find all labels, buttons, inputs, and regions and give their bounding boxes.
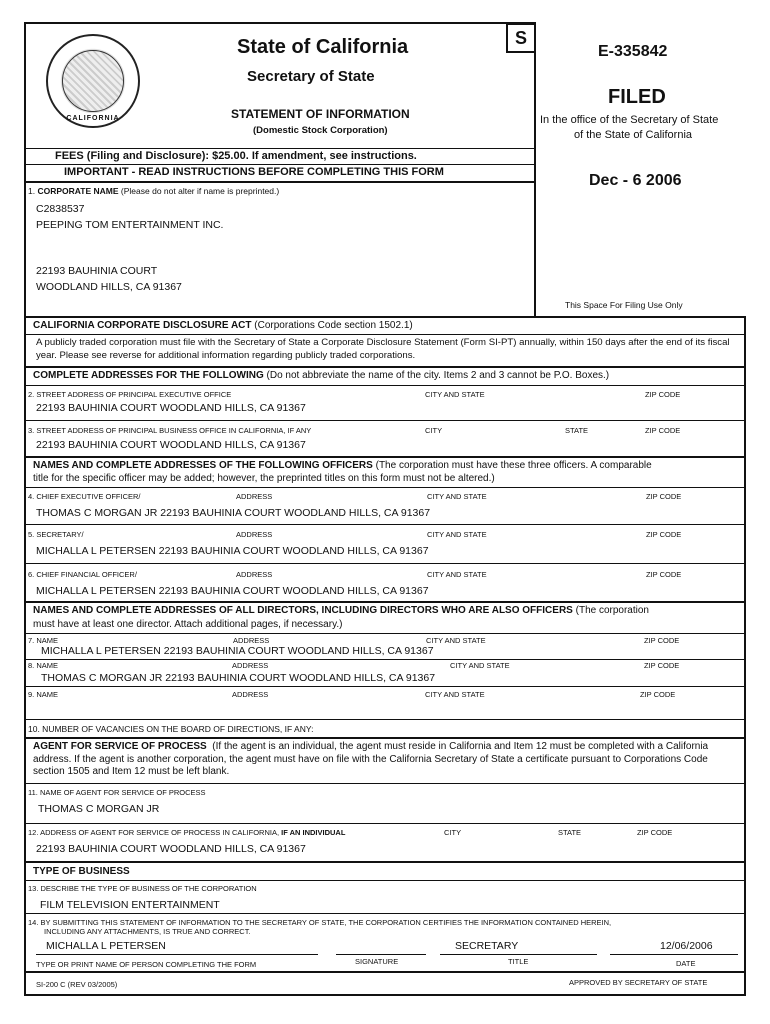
addresses-note: (Do not abbreviate the name of the city. Items 2 and 3 cannot be P.O. Boxes.) (266, 370, 610, 381)
form-subtitle: (Domestic Stock Corporation) (253, 125, 388, 136)
item5-address-label: ADDRESS (236, 530, 273, 539)
item3-label: 3. STREET ADDRESS OF PRINCIPAL BUSINESS OFFICE IN CALIFORNIA, IF ANY (28, 426, 312, 435)
important-line: IMPORTANT - READ INSTRUCTIONS BEFORE COMPLETING THIS FORM (64, 166, 444, 178)
item4-address-label: ADDRESS (236, 492, 273, 501)
item2-value: 22193 BAUHINIA COURT WOODLAND HILLS, CA 91367 (36, 402, 306, 414)
item6-city-label: CITY AND STATE (427, 570, 487, 579)
item1-number: 1. (28, 186, 36, 196)
filing-date: Dec - 6 2006 (589, 172, 682, 189)
item8-value: THOMAS C MORGAN JR 22193 BAUHINIA COURT WOODLAND HILLS, CA 91367 (41, 672, 436, 684)
page-title: State of California (237, 36, 409, 58)
agent-heading: AGENT FOR SERVICE OF PROCESS (33, 741, 207, 752)
cert-title-label: TITLE (508, 957, 529, 966)
item12-label-text: 12. ADDRESS OF AGENT FOR SERVICE OF PROCESS IN CALIFORNIA, (28, 828, 280, 837)
item12-zip-label: ZIP CODE (637, 828, 673, 837)
disclosure-text: A publicly traded corporation must file with the Secretary of State a Corporate Disclosure Statement (Form SI-PT) annually, within 150 days after the end of its fiscal year. Please see reverse for additional information regarding publicly traded corporations. (36, 337, 730, 361)
disclosure-heading (33, 320, 413, 331)
cert-date-label: DATE (676, 959, 696, 968)
item9-city-label: CITY AND STATE (425, 690, 485, 699)
item7-label: 7. NAME (28, 636, 59, 645)
filing-office-line1: In the office of the Secretary of State (540, 114, 719, 126)
filing-office-line2: of the State of California (574, 129, 693, 141)
cert-date-value: 12/06/2006 (660, 940, 713, 952)
item7-city-label: CITY AND STATE (426, 636, 486, 645)
agent-paragraph (33, 741, 741, 779)
item1-note: (Please do not alter if name is preprinted.) (120, 186, 280, 196)
item2-label: 2. STREET ADDRESS OF PRINCIPAL EXECUTIVE OFFICE (28, 390, 232, 399)
filing-space-note: This Space For Filing Use Only (565, 300, 683, 310)
form-type-box: S (506, 23, 536, 53)
directors-note: (The corporation (575, 605, 649, 616)
approved-by: APPROVED BY SECRETARY OF STATE (569, 978, 708, 987)
addresses-title: COMPLETE ADDRESSES FOR THE FOLLOWING (33, 370, 264, 381)
page-subtitle: Secretary of State (247, 68, 375, 85)
item6-label: 6. CHIEF FINANCIAL OFFICER/ (28, 570, 137, 579)
item12-state-label: STATE (558, 828, 582, 837)
cert-name-value: MICHALLA L PETERSEN (46, 940, 166, 952)
item9-address-label: ADDRESS (232, 690, 269, 699)
directors-note-line2: must have at least one director. Attach additional pages, if necessary.) (33, 619, 343, 630)
agent-text: (If the agent is an individual, the agent must reside in California and Item 12 must be completed with a California address. If the agent is another corporation, the agent must have on file with the California Secretary of State a certificate pursuant to Corporations Code section 1505 and Item 12 must be left blank. (33, 741, 709, 777)
item5-value: MICHALLA L PETERSEN 22193 BAUHINIA COURT WOODLAND HILLS, CA 91367 (36, 545, 429, 557)
item11-label: 11. NAME OF AGENT FOR SERVICE OF PROCESS (28, 788, 206, 797)
item8-city-label: CITY AND STATE (450, 661, 510, 670)
item4-label: 4. CHIEF EXECUTIVE OFFICER/ (28, 492, 141, 501)
item12-label (28, 828, 345, 837)
form-id: SI-200 C (REV 03/2005) (36, 980, 118, 989)
item1-label (28, 186, 279, 196)
item3-city-label: CITY (425, 426, 443, 435)
item8-label: 8. NAME (28, 661, 59, 670)
directors-heading (33, 605, 649, 616)
item3-state-label: STATE (565, 426, 589, 435)
item12-label-bold: IF AN INDIVIDUAL (281, 828, 346, 837)
item6-address-label: ADDRESS (236, 570, 273, 579)
item1-title: CORPORATE NAME (37, 186, 119, 196)
seal-text: CALIFORNIA (66, 115, 120, 122)
item4-zip-label: ZIP CODE (646, 492, 682, 501)
item10-label: 10. NUMBER OF VACANCIES ON THE BOARD OF DIRECTIONS, IF ANY: (28, 724, 314, 734)
fees-line: FEES (Filing and Disclosure): $25.00. If amendment, see instructions. (55, 150, 417, 162)
item13-label: 13. DESCRIBE THE TYPE OF BUSINESS OF THE CORPORATION (28, 884, 257, 893)
seal-emblem-icon (62, 50, 124, 112)
item11-value: THOMAS C MORGAN JR (38, 803, 160, 815)
item14-label: 14. BY SUBMITTING THIS STATEMENT OF INFORMATION TO THE SECRETARY OF STATE, THE CORPORATION CERTIFIES THE INFORMATION CONTAINED HEREIN, (28, 918, 612, 927)
item3-zip-label: ZIP CODE (645, 426, 681, 435)
item5-zip-label: ZIP CODE (646, 530, 682, 539)
item6-value: MICHALLA L PETERSEN 22193 BAUHINIA COURT WOODLAND HILLS, CA 91367 (36, 585, 429, 597)
corporate-name: PEEPING TOM ENTERTAINMENT INC. (36, 219, 224, 231)
item7-value: MICHALLA L PETERSEN 22193 BAUHINIA COURT WOODLAND HILLS, CA 91367 (41, 645, 434, 657)
item13-value: FILM TELEVISION ENTERTAINMENT (40, 899, 220, 911)
directors-title: NAMES AND COMPLETE ADDRESSES OF ALL DIRECTORS, INCLUDING DIRECTORS WHO ARE ALSO OFFICERS (33, 605, 573, 616)
item2-city-label: CITY AND STATE (425, 390, 485, 399)
cert-signature-label: SIGNATURE (355, 957, 399, 966)
corporate-address-line1: 22193 BAUHINIA COURT (36, 265, 158, 277)
item14-label-line2: INCLUDING ANY ATTACHMENTS, IS TRUE AND CORRECT. (44, 927, 251, 936)
business-heading: TYPE OF BUSINESS (33, 866, 130, 877)
filing-number: E-335842 (598, 43, 668, 60)
addresses-heading (33, 370, 609, 381)
cert-title-value: SECRETARY (455, 940, 519, 952)
officers-title: NAMES AND COMPLETE ADDRESSES OF THE FOLLOWING OFFICERS (33, 460, 373, 471)
item5-label: 5. SECRETARY/ (28, 530, 84, 539)
officers-heading (33, 460, 652, 471)
item7-address-label: ADDRESS (233, 636, 270, 645)
form-title: STATEMENT OF INFORMATION (231, 107, 410, 121)
officers-note: (The corporation must have these three officers. A comparable (375, 460, 652, 471)
corporate-number: C2838537 (36, 203, 85, 215)
item9-zip-label: ZIP CODE (640, 690, 676, 699)
cert-name-label: TYPE OR PRINT NAME OF PERSON COMPLETING THE FORM (36, 960, 257, 969)
item6-zip-label: ZIP CODE (646, 570, 682, 579)
california-state-seal (46, 34, 140, 128)
item8-zip-label: ZIP CODE (644, 661, 680, 670)
item4-city-label: CITY AND STATE (427, 492, 487, 501)
item8-address-label: ADDRESS (232, 661, 269, 670)
item12-city-label: CITY (444, 828, 462, 837)
officers-note-line2: title for the specific officer may be added; however, the preprinted titles on this form must not be altered.) (33, 473, 495, 484)
corporate-address-line2: WOODLAND HILLS, CA 91367 (36, 281, 182, 293)
item5-city-label: CITY AND STATE (427, 530, 487, 539)
item4-value: THOMAS C MORGAN JR 22193 BAUHINIA COURT WOODLAND HILLS, CA 91367 (36, 507, 431, 519)
item9-label: 9. NAME (28, 690, 59, 699)
disclosure-title: CALIFORNIA CORPORATE DISCLOSURE ACT (33, 320, 252, 331)
item12-value: 22193 BAUHINIA COURT WOODLAND HILLS, CA 91367 (36, 843, 306, 855)
filing-status: FILED (608, 86, 666, 108)
item2-zip-label: ZIP CODE (645, 390, 681, 399)
disclosure-note: (Corporations Code section 1502.1) (254, 320, 413, 331)
item7-zip-label: ZIP CODE (644, 636, 680, 645)
item3-value: 22193 BAUHINIA COURT WOODLAND HILLS, CA 91367 (36, 439, 306, 451)
